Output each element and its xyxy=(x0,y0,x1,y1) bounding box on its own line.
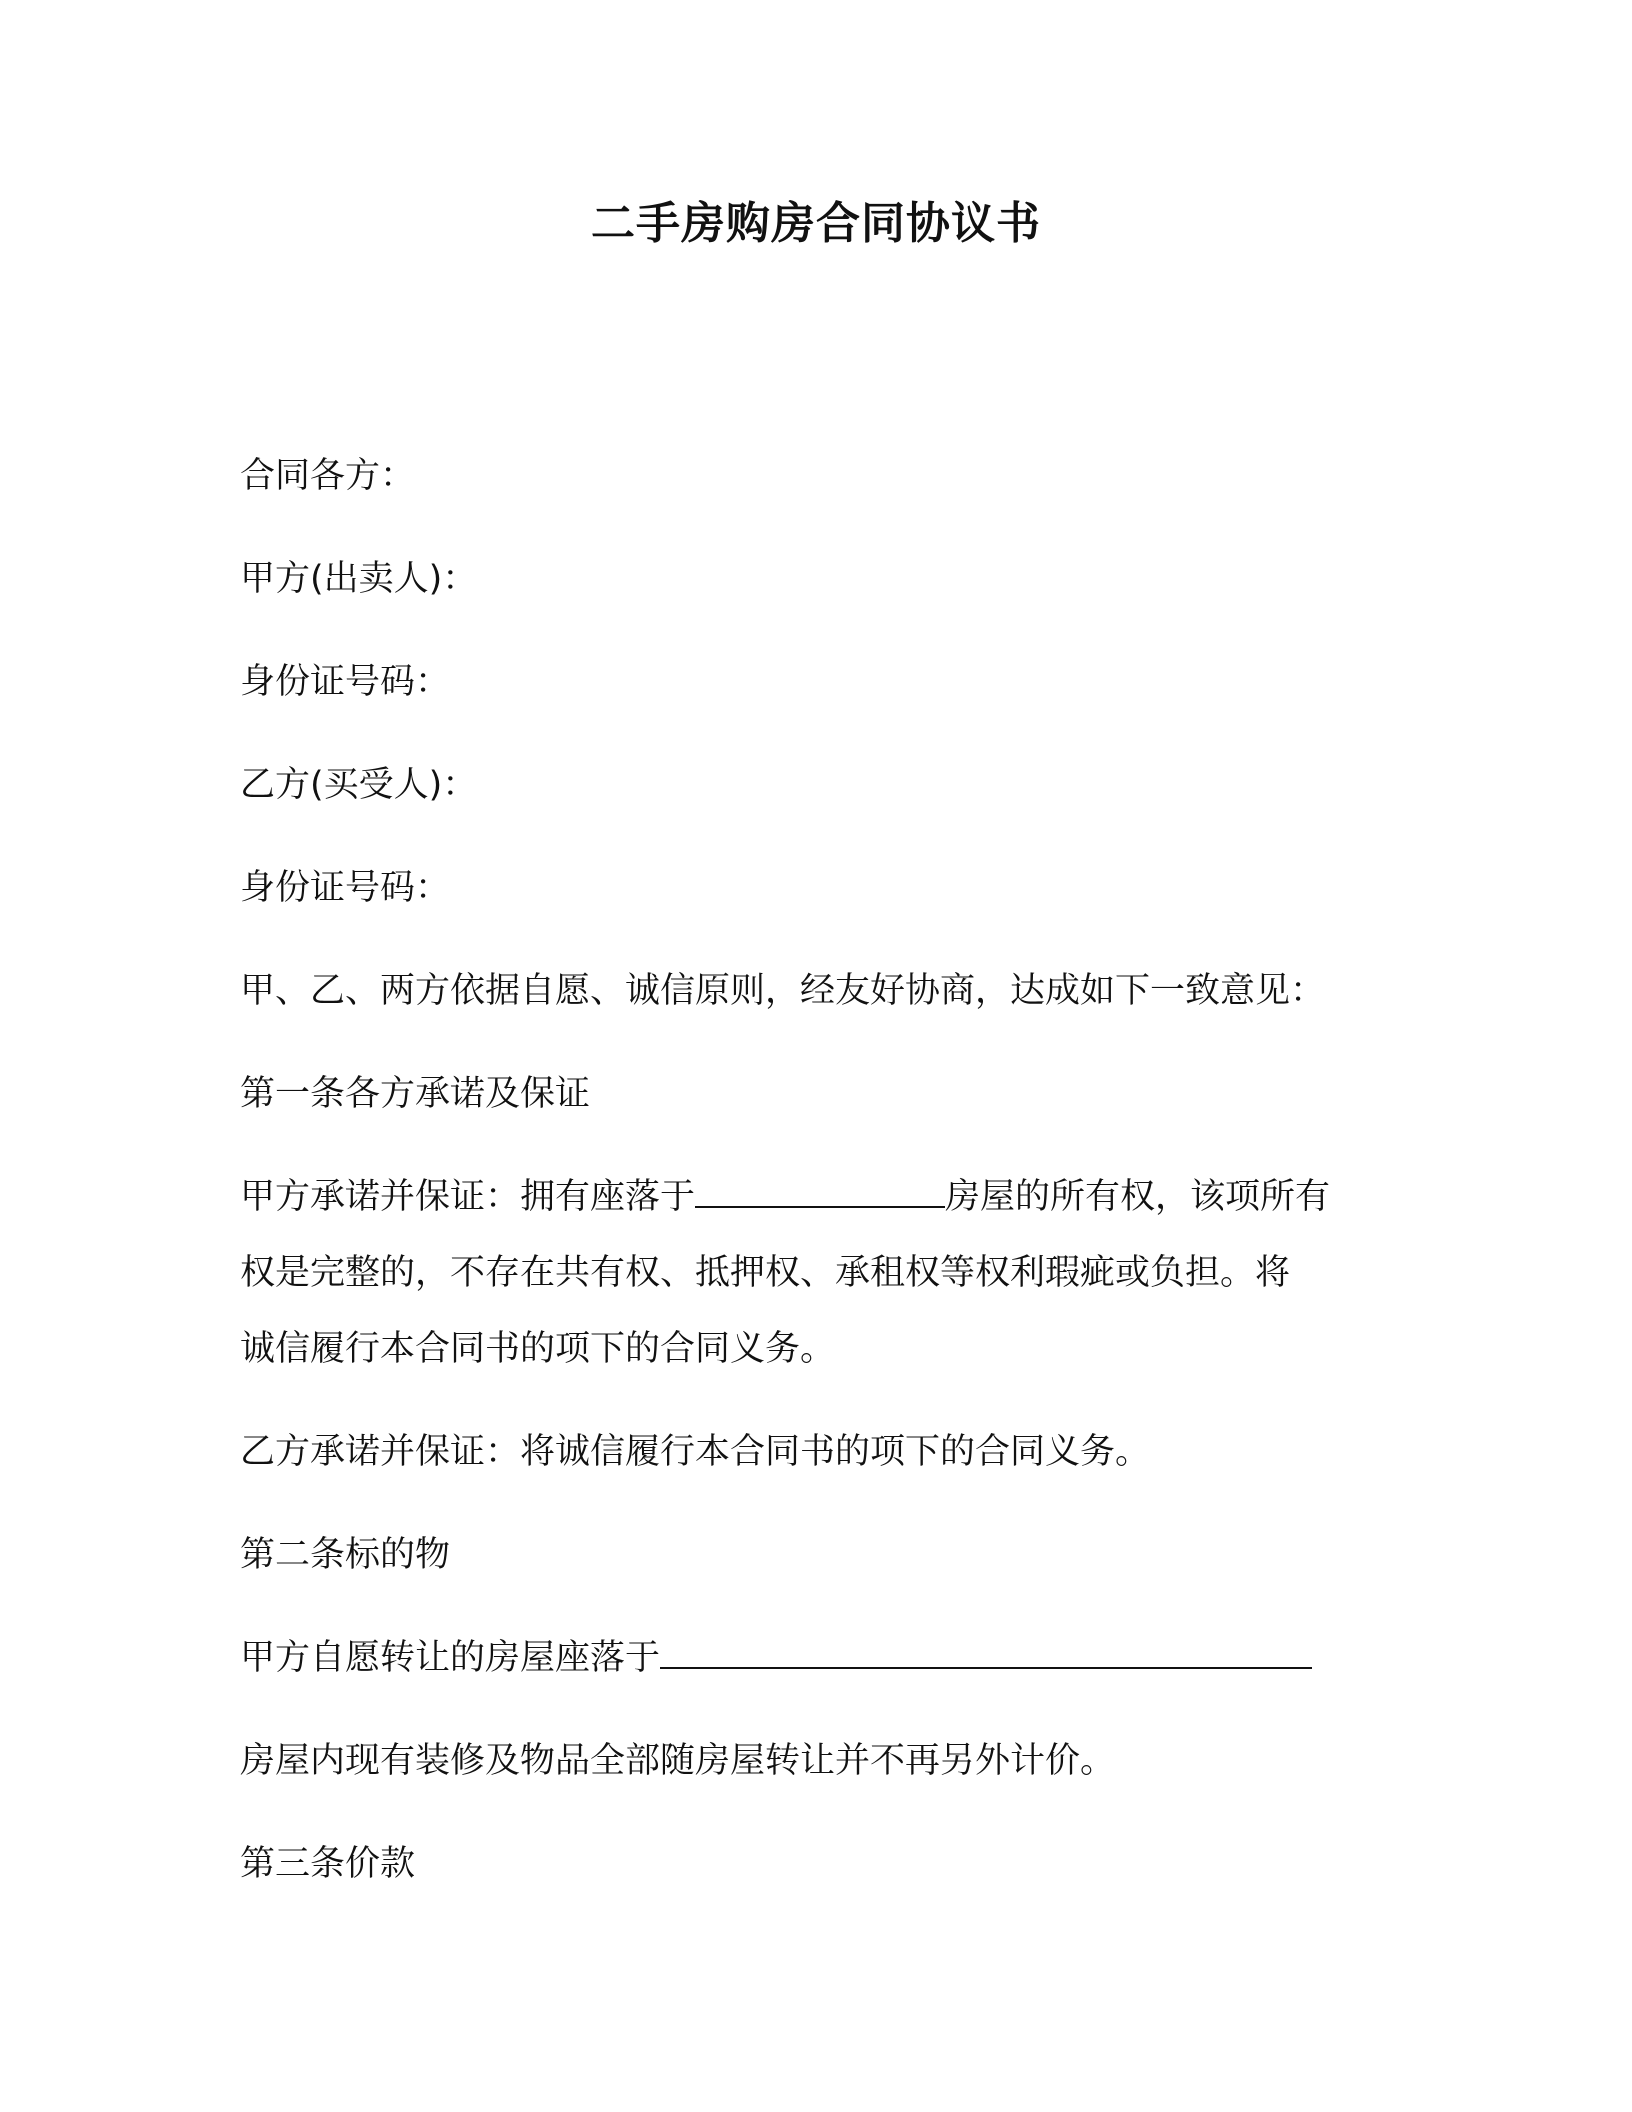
article-1-a-line-3: 诚信履行本合同书的项下的合同义务。 xyxy=(240,1329,836,1369)
address-blank xyxy=(695,1176,945,1208)
paragraph-line xyxy=(240,1159,1390,1235)
party-b-label: 乙方(买受人)： xyxy=(240,765,478,805)
party-b-id-label: 身份证号码： xyxy=(240,868,451,908)
article-1-a-text-start: 甲方承诺并保证：拥有座落于 xyxy=(240,1177,696,1217)
article-1-a-line-2: 权是完整的，不存在共有权、抵押权、承租权等权利瑕疵或负担。将 xyxy=(240,1253,1291,1293)
article-2-decoration-text: 房屋内现有装修及物品全部随房屋转让并不再另外计价。 xyxy=(240,1741,1116,1781)
parties-heading: 合同各方： xyxy=(240,456,416,496)
article-1-party-a-paragraph xyxy=(240,1159,1390,1387)
article-1-party-b-text: 乙方承诺并保证：将诚信履行本合同书的项下的合同义务。 xyxy=(240,1432,1151,1472)
party-a-label: 甲方(出卖人)： xyxy=(240,559,478,599)
location-blank xyxy=(660,1637,1312,1669)
party-a-id-label: 身份证号码： xyxy=(240,662,451,702)
article-3-heading: 第三条价款 xyxy=(240,1844,416,1884)
preamble-text: 甲、乙、两方依据自愿、诚信原则，经友好协商，达成如下一致意见： xyxy=(240,971,1326,1011)
article-2-location-text: 甲方自愿转让的房屋座落于 xyxy=(240,1638,661,1678)
article-2-heading: 第二条标的物 xyxy=(240,1535,451,1575)
article-1-a-text-end: 房屋的所有权，该项所有 xyxy=(945,1177,1331,1217)
document-title: 二手房购房合同协议书 xyxy=(591,198,1041,249)
article-1-heading: 第一条各方承诺及保证 xyxy=(240,1074,591,1114)
article-2-location-line xyxy=(240,1620,1390,1723)
document-body xyxy=(240,438,1390,1929)
